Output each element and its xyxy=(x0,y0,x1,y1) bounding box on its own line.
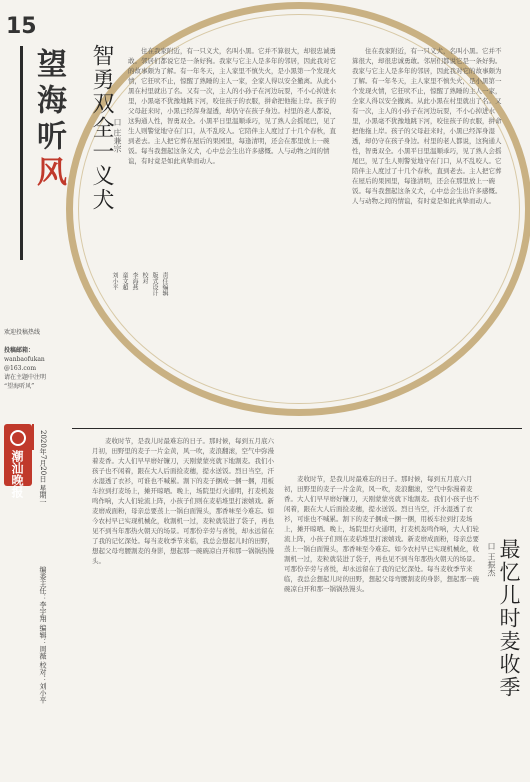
editor-label: 版式设计 xyxy=(151,272,158,296)
logo-text: 潮汕晚报 xyxy=(10,450,24,498)
logo-accent xyxy=(32,424,34,450)
logo-emblem-icon xyxy=(10,430,26,446)
article2-body-right: 麦收时节，是我儿时最难忘的日子。那时候，每到五月底六月初，田野里的麦子一片金黄，风一吹，麦浪翻滚，空气中弥漫着麦香。大人们早早磨好镰刀，天刚蒙蒙亮就下地割麦。我们小孩子也不闲着，跟在大人后面捡麦穗，提水送饭。烈日当空，汗水湿透了衣衫，可谁也不喊累。割下的麦子捆成一捆一捆，用板车拉到打麦场上，摊开晾晒。晚上，场院里灯火通明，打麦机轰鸣作响，大人们轮流上阵，小孩子们则在麦秸堆里打滚嬉戏。新麦磨成面粉，母亲总要蒸上一锅白面馒头，那香味至今难忘。如今农村早已实现机械化，收割机一过，麦粒就装进了袋子，再也见不到当年那热火朝天的场景。可那份辛劳与喜悦，却永远留在了我的记忆深处。每当麦收季节来临，我总会想起儿时的田野，想起父母弯腰割麦的身影，想起那一碗碗凉白开和那一锅锅热馒头。 xyxy=(284,475,479,593)
column-title-main: 望海听 xyxy=(31,48,66,156)
editor-name: 童文超 xyxy=(121,272,128,290)
issue-date: 2020年7月20日 星期一 xyxy=(39,430,47,506)
contact-heading: 欢迎投稿热线 xyxy=(4,329,41,336)
editor-label: 责任编辑 xyxy=(161,272,168,296)
article2-title: 最忆儿时麦收季 xyxy=(497,538,521,699)
title-divider xyxy=(20,46,23,260)
article1-body-right: 住在我家附近，有一只义犬，名叫小黑。它并不算很大，却很忠诚勇敢。邻居们都说它是一条好狗。我家与它主人是多年的邻居，因此我对它的故事颇为了解。有一年冬天，主人家里不慎失火，是小黑第一个发现火情，它狂吠不止，惊醒了熟睡的主人一家，全家人得以安全撤离。从此小黑在村里就出了名。又有一次，主人的小孙子在河边玩耍，不小心掉进水里，小黑毫不犹豫地跳下河，咬住孩子的衣服，拼命把他拖上岸。孩子的父母赶来时，小黑已经浑身湿透，却仍守在孩子身边。村里的老人都说，这狗通人性，智勇双全。小黑平日里温顺乖巧，见了熟人会摇尾巴，见了生人则警觉地守在门口，从不乱咬人。它陪伴主人度过了十几个春秋，直到老去。主人把它葬在屋后的果园里，每逢清明，还会在那里放上一碗饭。每当我想起这条义犬，心中总会生出许多感慨。人与动物之间的情谊，有时竟是如此真挚而动人。 xyxy=(352,47,502,205)
article1-title: 智勇双全一义犬 xyxy=(89,44,114,212)
column-title xyxy=(26,48,70,192)
contact-note-column: “望海听风” xyxy=(4,383,35,390)
article2-author: 口 王振杰 xyxy=(487,542,496,577)
contact-email-user[interactable]: wanbaofukan xyxy=(4,356,45,363)
article1-author: 口 庄兼宗 xyxy=(113,118,122,153)
page-credits: 编委主任：李宇翔 编辑：周薇 校对：刘小平 xyxy=(39,566,47,704)
editor-name: 李海燕 xyxy=(131,272,138,290)
editor-label: 校对 xyxy=(141,272,148,284)
contact-email-domain[interactable]: @163.com xyxy=(4,365,37,372)
section-divider xyxy=(72,428,522,429)
article1-body-left: 住在我家附近，有一只义犬，名叫小黑。它并不算很大，却很忠诚勇敢。邻居们都说它是一条好狗。我家与它主人是多年的邻居，因此我对它的故事颇为了解。有一年冬天，主人家里不慎失火，是小黑第一个发现火情，它狂吠不止，惊醒了熟睡的主人一家，全家人得以安全撤离。从此小黑在村里就出了名。又有一次，主人的小孙子在河边玩耍，不小心掉进水里，小黑毫不犹豫地跳下河，咬住孩子的衣服，拼命把他拖上岸。孩子的父母赶来时，小黑已经浑身湿透，却仍守在孩子身边。村里的老人都说，这狗通人性，智勇双全。小黑平日里温顺乖巧，见了熟人会摇尾巴，见了生人则警觉地守在门口，从不乱咬人。它陪伴主人度过了十几个春秋，直到老去。主人把它葬在屋后的果园里，每逢清明，还会在那里放上一碗饭。每当我想起这条义犬，心中总会生出许多感慨。人与动物之间的情谊，有时竟是如此真挚而动人。 xyxy=(128,47,336,165)
contact-email-label: 投稿邮箱： xyxy=(4,347,35,354)
editor-name: 刘小平 xyxy=(111,272,118,290)
page-number: 15 xyxy=(6,14,37,39)
column-title-red: 风 xyxy=(31,156,66,192)
article2-body-left: 麦收时节，是我儿时最难忘的日子。那时候，每到五月底六月初，田野里的麦子一片金黄，风一吹，麦浪翻滚，空气中弥漫着麦香。大人们早早磨好镰刀，天刚蒙蒙亮就下地割麦。我们小孩子也不闲着，跟在大人后面捡麦穗，提水送饭。烈日当空，汗水湿透了衣衫，可谁也不喊累。割下的麦子捆成一捆一捆，用板车拉到打麦场上，摊开晾晒。晚上，场院里灯火通明，打麦机轰鸣作响，大人们轮流上阵，小孩子们则在麦秸堆里打滚嬉戏。新麦磨成面粉，母亲总要蒸上一锅白面馒头，那香味至今难忘。如今农村早已实现机械化，收割机一过，麦粒就装进了袋子，再也见不到当年那热火朝天的场景。可那份辛劳与喜悦，却永远留在了我的记忆深处。每当麦收季节来临，我总会想起儿时的田野，想起父母弯腰割麦的身影，想起那一碗碗凉白开和那一锅锅热馒头。 xyxy=(92,437,274,565)
contact-note: 请在主题中注明 xyxy=(4,374,47,381)
